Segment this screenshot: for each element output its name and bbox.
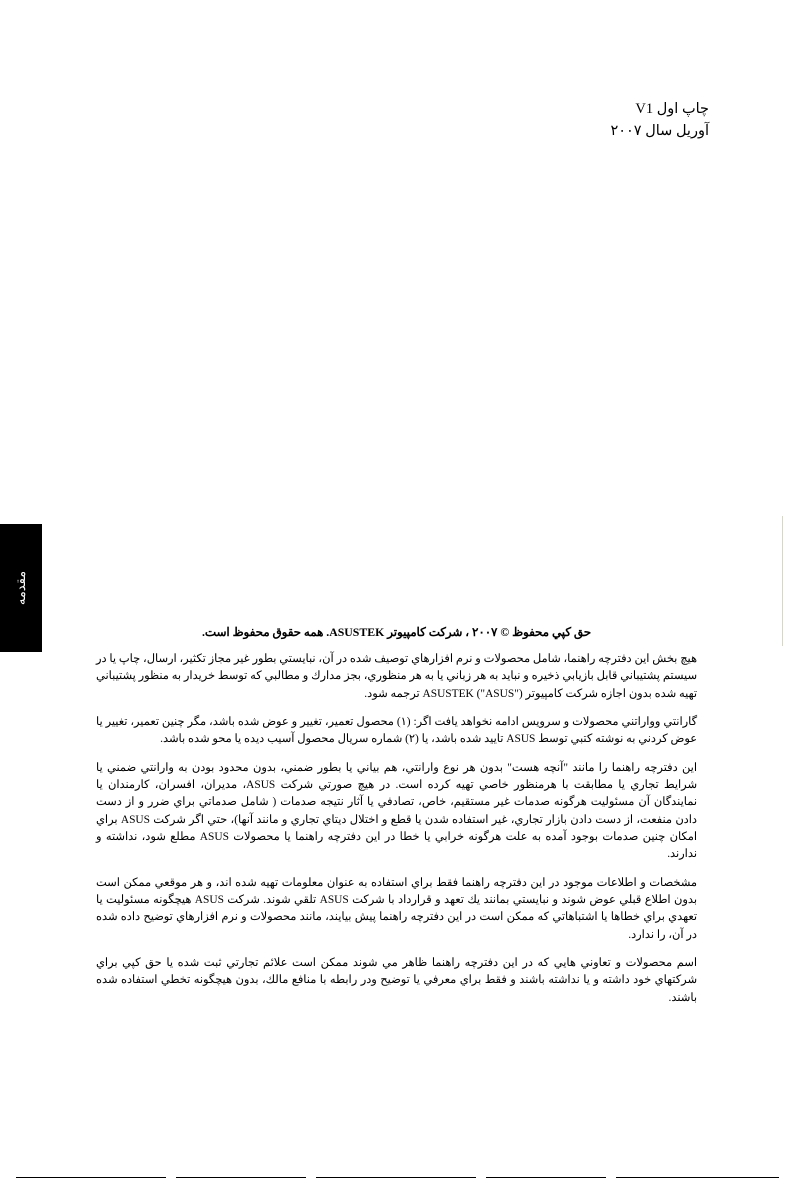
legal-paragraph-4: مشخصات و اطلاعات موجود در این دفترچه راهنما فقط براي استفاده به عنوان معلومات تهیه شده اند، و هر موقعي ممکن است بدون اطلاع قبلي عوض شوند و نبایستي بمانند یك تعهد و قرارداد با شرکت ASUS تلقي شوند. شرکت ASUS هیچگونه مسئولیت یا تعهدي براي خطاها یا اشتباهاتي که ممکن است در این دفترچه راهنما پیش بیایند، مانند محصولات و نرم افزارهاي توضیح داده شده در آن، را ندارد. — [96, 876, 697, 941]
copyright-heading: حق کپي محفوظ © ۲۰۰۷ ، شرکت کامپیوتر ASUSTEK. همه حقوق محفوظ است. — [201, 625, 592, 639]
edition-block — [409, 98, 709, 143]
bottom-rule-segment — [176, 1177, 306, 1178]
edition-version: چاپ اول V1 — [635, 101, 709, 117]
edition-date: آوریل سال ۲۰۰۷ — [610, 123, 709, 140]
bottom-rule-segment — [616, 1177, 779, 1178]
bottom-rule-segment — [316, 1177, 476, 1178]
legal-paragraph-3: این دفترچه راهنما را مانند "آنچه هست" بدون هر نوع وارانتي، هم بیاني یا بطور ضمني، بدون محدود بودن به وارانتي ضمني یا شرایط تجاري یا مطابقت با هرمنظور خاصي تهیه کرده است. در هیچ صورتي شرکت ASUS، مدیران، افسران، کارمندان یا نمایندگان آن مسئولیت هرگونه صدمات غیر مستقیم، خاص، تصادفي یا آثار نتیجه صدمات ( شامل صدماتي براي ضرر و از دست دادن منفعت، از دست دادن بازار تجاري، غیر استفاده شدن یا قطع و اختلال دیتاي تجاري و مانند آنها)، حتي اگر شرکت ASUS براي امکان چنین صدمات بوجود آمده به علت هرگونه خرابي یا خطا در این دفترچه راهنما یا محصولات ASUS مطلع شود، نداشته و ندارند. — [96, 761, 697, 861]
bottom-rule-segment — [16, 1177, 166, 1178]
chapter-side-tab-label: مقدمه — [13, 570, 28, 606]
page-bottom-rules — [0, 1173, 795, 1183]
legal-notice — [96, 624, 697, 1018]
legal-paragraph-1: هیچ بخش این دفترچه راهنما، شامل محصولات و نرم افزارهاي توصیف شده در آن، نبایستي بطور غیر مجاز تکثیر، ارسال، چاپ یا در سیستم پشتیباني قابل بازیابي ذخیره و نباید به هر زباني یا به هر منظوري، بجز مدارك و مطالبي که توسط خریدار به منظور پشتیباني تهیه شده بدون اجازه شرکت کامپیوتر ASUSTEK ("ASUS") ترجمه شود. — [96, 652, 697, 700]
legal-paragraph-5: اسم محصولات و تعاوني هایي که در این دفترچه راهنما ظاهر مي شوند ممکن است علائم تجارتي ثبت شده یا حق کپي براي شرکتهاي خود داشته و یا نداشته باشند و فقط براي معرفي یا توضیح ودر رابطه با منافع مالك، بدون هیچگونه تخطي استفاده شده باشند. — [96, 956, 697, 1004]
chapter-side-tab — [0, 524, 42, 652]
right-margin-rule — [782, 516, 783, 646]
bottom-rule-segment — [486, 1177, 606, 1178]
legal-paragraph-2: گارانتي وواراتني محصولات و سرویس ادامه نخواهد یافت اگر: (۱) محصول تعمیر، تغییر و عوض شده باشد، مگر چنین تعمیر، تغییر یا عوض کردني به نوشته کتبي توسط ASUS تایید شده باشد، یا (۲) شماره سریال محصول آسیب دیده یا محو شده باشد. — [96, 715, 697, 746]
